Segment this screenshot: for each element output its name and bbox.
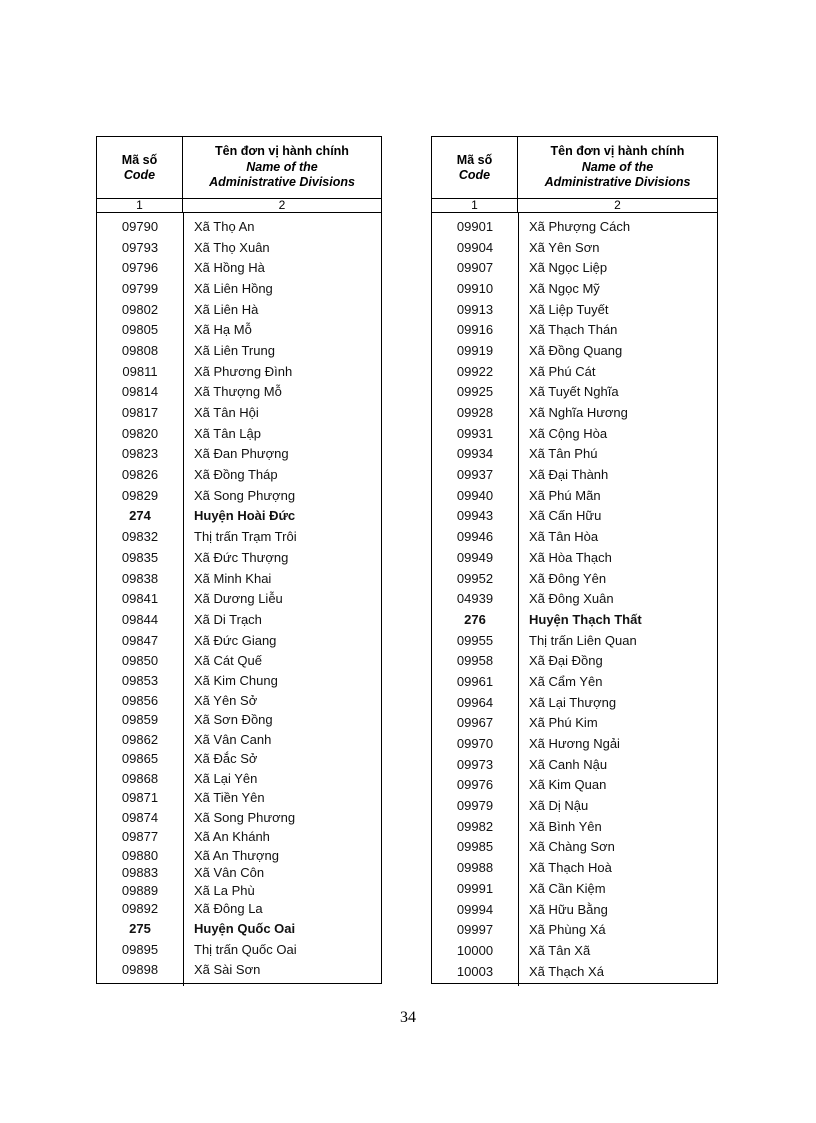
row-code: 09829 — [121, 487, 159, 503]
table-row — [432, 257, 717, 278]
row-name: Xã Thượng Mỗ — [194, 384, 282, 400]
table-row — [97, 299, 381, 320]
table-header — [432, 137, 717, 199]
row-code: 09805 — [121, 322, 159, 338]
table-row — [432, 775, 717, 796]
table-row — [432, 713, 717, 734]
code-label-vi: Mã số — [456, 152, 493, 167]
row-name: Xã Phú Kim — [529, 715, 598, 731]
row-name: Xã La Phù — [194, 882, 255, 898]
row-name: Xã Hòa Thạch — [529, 549, 612, 565]
row-code: 09964 — [456, 694, 494, 710]
table-row — [97, 730, 381, 750]
row-code: 09913 — [456, 301, 494, 317]
row-code: 09883 — [121, 865, 159, 881]
row-code: 09985 — [456, 839, 494, 855]
row-name: Xã Ngọc Liệp — [529, 260, 608, 276]
table-row — [97, 827, 381, 847]
row-name: Xã Chàng Sơn — [529, 839, 615, 855]
row-code: 09880 — [121, 847, 159, 863]
table-row — [432, 754, 717, 775]
table-row — [97, 808, 381, 828]
page-number: 34 — [400, 1009, 416, 1026]
table-row — [432, 692, 717, 713]
row-name: Xã Song Phương — [194, 809, 296, 825]
row-code: 09793 — [121, 239, 159, 255]
row-code: 09790 — [121, 218, 159, 234]
table-row — [432, 650, 717, 671]
row-code: 09856 — [121, 692, 159, 708]
table-row — [432, 733, 717, 754]
row-code: 09895 — [121, 941, 159, 957]
table-row — [432, 299, 717, 320]
row-name: Xã Đồng Tháp — [194, 467, 278, 483]
row-name: Xã Kim Chung — [194, 673, 278, 689]
row-code: 09826 — [121, 467, 159, 483]
row-name: Xã Sài Sơn — [194, 962, 261, 978]
left-table — [96, 136, 382, 984]
table-row — [97, 691, 381, 711]
row-code: 09991 — [456, 880, 494, 896]
row-name: Xã Cấn Hữu — [529, 508, 602, 524]
row-code: 09892 — [121, 901, 159, 917]
table-row — [432, 526, 717, 547]
table-row — [97, 882, 381, 900]
row-name: Huyện Thạch Thất — [529, 611, 642, 627]
row-code: 10000 — [456, 942, 494, 958]
code-label-en: Code — [458, 167, 491, 182]
row-name: Xã Thọ An — [194, 218, 255, 234]
row-code: 09904 — [456, 239, 494, 255]
row-code: 09940 — [456, 487, 494, 503]
table-row — [432, 382, 717, 403]
name-label-en-1: Name of the — [246, 159, 318, 174]
row-name: Xã Đông Yên — [529, 570, 607, 586]
row-name: Xã Phú Mãn — [529, 487, 601, 503]
table-row — [432, 837, 717, 858]
row-code: 04939 — [456, 591, 494, 607]
table-row — [97, 361, 381, 382]
table-row — [432, 630, 717, 651]
table-row — [432, 216, 717, 237]
col2-number: 2 — [614, 198, 621, 212]
name-label-en-2: Administrative Divisions — [209, 175, 355, 190]
row-code: 09961 — [456, 673, 494, 689]
table-row — [432, 444, 717, 465]
row-code: 09850 — [121, 653, 159, 669]
table-row — [432, 816, 717, 837]
row-code: 09928 — [456, 405, 494, 421]
name-label-en-1: Name of the — [581, 159, 654, 174]
row-code: 09832 — [121, 529, 159, 545]
row-name: Xã Song Phượng — [194, 487, 296, 503]
row-code: 09946 — [456, 529, 494, 545]
table-row — [97, 319, 381, 340]
table-row — [97, 216, 381, 237]
row-name: Xã Dị Nậu — [529, 798, 589, 814]
row-code: 09919 — [456, 342, 494, 358]
row-code: 09916 — [456, 322, 494, 338]
row-name: Xã Tuyết Nghĩa — [529, 384, 619, 400]
row-name: Thị trấn Quốc Oai — [194, 941, 297, 957]
row-name: Xã Vân Canh — [194, 731, 272, 747]
table-row — [97, 847, 381, 865]
row-name: Xã Cát Quế — [194, 653, 262, 669]
row-name: Xã An Khánh — [194, 829, 270, 845]
row-code: 09811 — [122, 363, 158, 379]
row-code: 09862 — [121, 731, 159, 747]
row-code: 09976 — [456, 777, 494, 793]
row-name: Xã Phượng Cách — [529, 218, 631, 234]
left-table-body — [97, 213, 381, 986]
row-name: Xã Phùng Xá — [529, 922, 606, 938]
row-name: Xã Dương Liễu — [194, 591, 283, 607]
row-code: 09952 — [456, 570, 494, 586]
row-code: 09955 — [456, 632, 494, 648]
row-name: Xã Minh Khai — [194, 570, 272, 586]
row-name: Xã Cẩm Yên — [529, 673, 603, 689]
row-name: Xã Tân Hòa — [529, 529, 599, 545]
row-name: Xã Cộng Hòa — [529, 425, 608, 441]
row-code: 09931 — [456, 425, 494, 441]
row-name: Xã Kim Quan — [529, 777, 607, 793]
table-row — [432, 361, 717, 382]
row-name: Xã Tân Hội — [194, 405, 259, 421]
row-name: Xã Hương Ngải — [529, 736, 620, 752]
row-name: Thị trấn Trạm Trôi — [194, 529, 297, 545]
row-name: Xã Tiền Yên — [194, 790, 265, 806]
table-row — [432, 588, 717, 609]
table-row — [97, 464, 381, 485]
table-row — [432, 940, 717, 961]
row-name: Xã Đức Giang — [194, 632, 277, 648]
col1-number: 1 — [432, 199, 518, 212]
row-name: Xã Thạch Thán — [529, 322, 618, 338]
row-name: Xã Nghĩa Hương — [529, 405, 628, 421]
table-row — [432, 547, 717, 568]
row-name: Xã Tân Xã — [529, 942, 591, 958]
row-code: 09868 — [121, 770, 159, 786]
table-row — [432, 278, 717, 299]
table-row — [97, 237, 381, 258]
row-code: 09994 — [456, 901, 494, 917]
row-code: 09823 — [121, 446, 159, 462]
table-row — [97, 340, 381, 361]
table-row — [432, 795, 717, 816]
row-code: 09841 — [121, 591, 159, 607]
district-row — [97, 506, 381, 527]
row-code: 09988 — [456, 860, 494, 876]
table-row — [432, 423, 717, 444]
col2-number: 2 — [278, 198, 286, 212]
table-row — [432, 568, 717, 589]
row-code: 09796 — [121, 260, 159, 276]
row-code: 09889 — [121, 882, 159, 898]
row-name: Xã Đại Thành — [529, 467, 609, 483]
table-row — [97, 788, 381, 808]
table-row — [432, 402, 717, 423]
row-code: 09859 — [121, 712, 159, 728]
table-row — [97, 278, 381, 299]
name-label-vi: Tên đơn vị hành chính — [215, 144, 349, 159]
row-name: Huyện Quốc Oai — [194, 920, 296, 936]
code-column-header — [97, 137, 183, 198]
table-row — [97, 526, 381, 547]
row-name: Xã Đông Xuân — [529, 591, 614, 607]
row-name: Xã Đắc Sở — [194, 751, 258, 767]
row-code: 09877 — [121, 829, 159, 845]
table-row — [97, 749, 381, 769]
table-row — [97, 485, 381, 506]
row-name: Xã Đông La — [194, 901, 263, 917]
row-code: 09898 — [121, 962, 159, 978]
row-code: 09982 — [456, 818, 494, 834]
row-code: 09835 — [121, 549, 159, 565]
district-row — [97, 918, 381, 939]
row-name: Xã Lại Yên — [194, 770, 258, 786]
table-row — [97, 402, 381, 423]
table-row — [97, 671, 381, 691]
row-name: Xã Di Trạch — [194, 611, 262, 627]
row-code: 09844 — [121, 611, 159, 627]
table-row — [97, 588, 381, 609]
row-code: 09814 — [121, 384, 159, 400]
table-row — [97, 547, 381, 568]
code-column-header — [432, 137, 518, 198]
row-name: Xã Hữu Bằng — [529, 901, 608, 917]
row-name: Xã Cần Kiệm — [529, 880, 606, 896]
row-code: 09871 — [121, 790, 159, 806]
table-row — [97, 630, 381, 651]
row-name: Xã Thạch Xá — [529, 963, 604, 979]
row-code: 09970 — [456, 736, 494, 752]
right-table-body — [432, 213, 717, 986]
table-row — [432, 464, 717, 485]
row-name: Xã An Thượng — [194, 847, 279, 863]
row-name: Xã Liên Hồng — [194, 280, 273, 296]
row-name: Xã Thạch Hoà — [529, 860, 612, 876]
table-row — [432, 485, 717, 506]
table-row — [97, 257, 381, 278]
row-code: 09937 — [456, 467, 494, 483]
row-code: 09958 — [456, 653, 494, 669]
row-code: 09799 — [121, 280, 159, 296]
row-code: 09865 — [121, 751, 159, 767]
row-name: Xã Tân Phú — [529, 446, 598, 462]
code-label-en: Code — [123, 167, 156, 182]
col1-number: 1 — [97, 199, 183, 212]
table-row — [97, 864, 381, 882]
row-name: Xã Đại Đồng — [529, 653, 603, 669]
row-name: Xã Liên Hà — [194, 301, 259, 317]
row-name: Xã Đan Phượng — [194, 446, 289, 462]
table-row — [97, 769, 381, 789]
row-code: 09874 — [121, 809, 159, 825]
row-code: 09808 — [121, 342, 159, 358]
right-table — [431, 136, 718, 984]
row-code: 09997 — [456, 922, 494, 938]
row-name: Xã Canh Nậu — [529, 756, 608, 772]
row-code: 09838 — [121, 570, 159, 586]
row-code: 276 — [464, 611, 486, 627]
row-code: 09925 — [456, 384, 494, 400]
column-number-row — [432, 199, 717, 213]
row-code: 09934 — [456, 446, 494, 462]
row-name: Xã Bình Yên — [529, 818, 602, 834]
row-code: 09820 — [121, 425, 159, 441]
row-code: 275 — [129, 920, 151, 936]
table-row — [432, 857, 717, 878]
row-name: Huyện Hoài Đức — [194, 508, 296, 524]
table-header — [97, 137, 381, 199]
table-row — [432, 919, 717, 940]
table-row — [97, 650, 381, 671]
row-code: 09922 — [456, 363, 494, 379]
table-row — [432, 340, 717, 361]
row-code: 09979 — [456, 798, 494, 814]
row-name: Xã Đức Thượng — [194, 549, 289, 565]
row-code: 09910 — [456, 280, 494, 296]
row-code: 09802 — [121, 301, 159, 317]
row-name: Xã Liệp Tuyết — [529, 301, 609, 317]
row-name: Xã Ngọc Mỹ — [529, 280, 600, 296]
row-name: Xã Yên Sơn — [529, 239, 600, 255]
table-row — [432, 961, 717, 982]
row-code: 09973 — [456, 756, 494, 772]
table-row — [97, 899, 381, 918]
table-row — [97, 568, 381, 589]
row-name: Xã Phú Cát — [529, 363, 596, 379]
table-row — [97, 939, 381, 960]
table-row — [432, 319, 717, 340]
row-name: Xã Hồng Hà — [194, 260, 265, 276]
row-code: 09907 — [456, 260, 494, 276]
table-row — [432, 671, 717, 692]
row-name: Xã Vân Côn — [194, 865, 265, 881]
name-label-en-2: Administrative Divisions — [544, 175, 691, 190]
row-code: 09853 — [121, 673, 159, 689]
row-name: Xã Tân Lập — [194, 425, 261, 441]
code-label-vi: Mã số — [121, 152, 158, 167]
row-name: Xã Sơn Đồng — [194, 712, 273, 728]
row-code: 09817 — [121, 405, 159, 421]
name-label-vi: Tên đơn vị hành chính — [550, 144, 685, 159]
table-row — [97, 382, 381, 403]
table-row — [97, 960, 381, 981]
row-name: Thị trấn Liên Quan — [529, 632, 637, 648]
table-row — [432, 237, 717, 258]
row-code: 09967 — [456, 715, 494, 731]
table-row — [97, 609, 381, 630]
row-name: Xã Phương Đình — [194, 363, 293, 379]
name-column-header — [183, 137, 381, 198]
table-row — [432, 878, 717, 899]
table-row — [97, 710, 381, 730]
row-name: Xã Thọ Xuân — [194, 239, 270, 255]
row-code: 09847 — [121, 632, 159, 648]
table-row — [432, 506, 717, 527]
row-code: 10003 — [456, 963, 494, 979]
table-row — [97, 423, 381, 444]
row-name: Xã Yên Sở — [194, 692, 258, 708]
row-name: Xã Liên Trung — [194, 342, 275, 358]
table-row — [432, 899, 717, 920]
row-code: 274 — [129, 508, 151, 524]
table-row — [97, 444, 381, 465]
row-code: 09901 — [456, 218, 494, 234]
row-code: 09943 — [456, 508, 494, 524]
name-column-header — [518, 137, 717, 198]
district-row — [432, 609, 717, 630]
row-name: Xã Đồng Quang — [529, 342, 623, 358]
column-number-row — [97, 199, 381, 213]
row-name: Xã Hạ Mỗ — [194, 322, 252, 338]
row-name: Xã Lại Thượng — [529, 694, 617, 710]
row-code: 09949 — [456, 549, 494, 565]
